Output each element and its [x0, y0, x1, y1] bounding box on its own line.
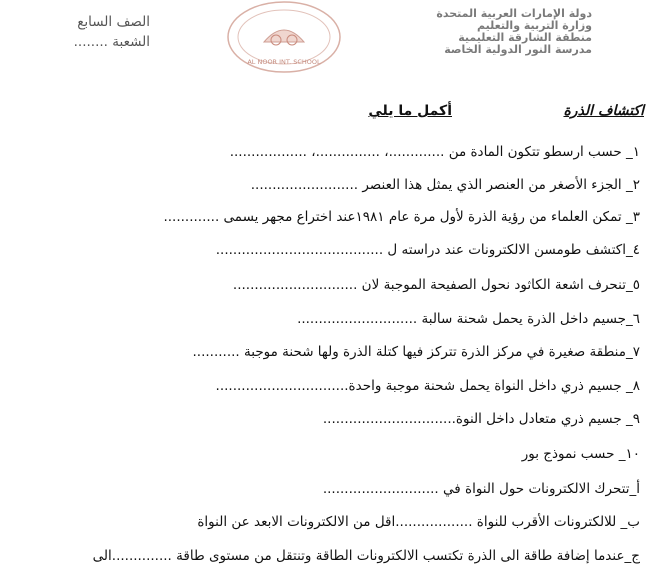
logo-text: AL NOOR INT. SCHOOL: [247, 58, 321, 66]
school-logo: [224, 0, 344, 74]
section-label: الشعبة ........: [73, 34, 150, 50]
question-10b: ب_ للالكترونات الأقرب للنواة ..................اقل من الالكترونات الابعد عن النواة: [197, 514, 640, 530]
question-3: ٣_ تمكن العلماء من رؤية الذرة لأول مرة عام ١٩٨١عند اختراع مجهر يسمى .............: [163, 209, 640, 225]
worksheet-instruction: أكمل ما يلي: [368, 103, 452, 119]
question-1: ١_ حسب ارسطو تتكون المادة من .............، ...............، ..................: [229, 144, 640, 160]
question-6: ٦_جسيم داخل الذرة يحمل شحنة سالبة ............................: [297, 311, 640, 327]
worksheet-title: اكتشاف الذرة: [563, 103, 644, 119]
question-5: ٥_تنحرف اشعة الكاثود نحول الصفيحة الموجبة لان .............................: [232, 277, 640, 293]
question-4: ٤_اكتشف طومسن الالكترونات عند دراسته ل .......................................: [215, 242, 640, 258]
ministry-header: [332, 8, 592, 56]
worksheet-title-row: [0, 103, 662, 125]
grade-label: الصف السابع: [77, 14, 150, 30]
student-info: [20, 12, 150, 52]
question-8: ٨_ جسيم ذري داخل النواة يحمل شحنة موجبة واحدة...............................: [215, 378, 640, 394]
question-7: ٧_منطقة صغيرة في مركز الذرة تتركز فيها كتلة الذرة ولها شحنة موجبة ...........: [192, 344, 640, 360]
question-2: ٢_ الجزء الأصغر من العنصر الذي يمثل هذا العنصر .........................: [250, 177, 640, 193]
ministry-line: منطقة الشارقة التعليمية: [458, 31, 592, 44]
ministry-line: وزارة التربية والتعليم: [477, 19, 592, 32]
question-10c: ج_عندما إضافة طاقة الى الذرة تكتسب الالكترونات الطاقة وتنتقل من مستوى طاقة ..............الى: [92, 548, 640, 564]
ministry-line: دولة الإمارات العربية المتحدة: [436, 7, 592, 20]
ministry-line: مدرسة النور الدولية الخاصة: [444, 43, 592, 56]
question-10: ١٠_ حسب نموذج بور: [521, 446, 640, 462]
question-9: ٩_ جسيم ذري متعادل داخل النوة...............................: [322, 411, 640, 427]
question-10a: أ_تتحرك الالكترونات حول النواة في ...........................: [322, 481, 640, 497]
